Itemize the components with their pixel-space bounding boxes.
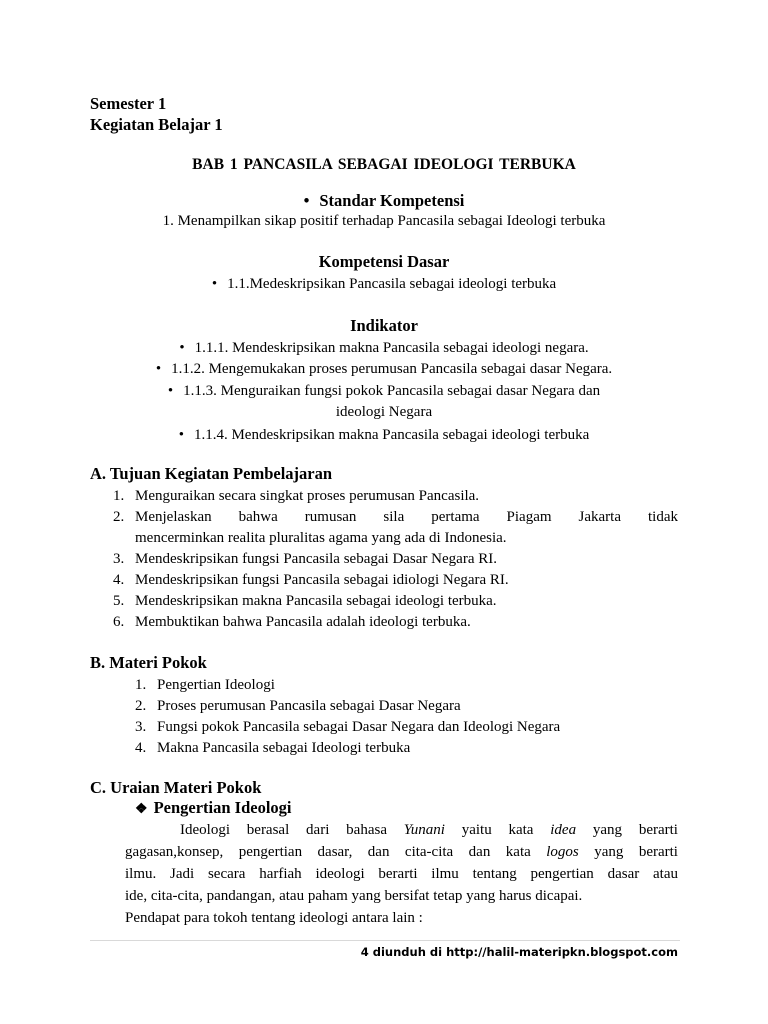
paragraph-line: Ideologi berasal dari bahasa Yunani yaitu kata idea yang berarti: [180, 822, 678, 838]
materi-heading: B. Materi Pokok: [90, 653, 207, 672]
standar-heading: [0, 191, 768, 211]
list-item: 4. Makna Pancasila sebagai Ideologi terbuka: [135, 740, 411, 756]
list-item-continuation: mencerminkan realita pluralitas agama yang ada di Indonesia.: [135, 530, 507, 546]
kompetensi-item: [0, 274, 768, 294]
list-item: 3. Fungsi pokok Pancasila sebagai Dasar Negara dan Ideologi Negara: [135, 719, 561, 735]
list-item: 1. Menguraikan secara singkat proses perumusan Pancasila.: [113, 488, 480, 504]
indikator-item: • 1.1.2. Mengemukakan proses perumusan Pancasila sebagai dasar Negara.: [0, 359, 768, 379]
paragraph-line: gagasan,konsep, pengertian dasar, dan cita-cita dan kata logos yang berarti: [125, 844, 678, 860]
semester-label: Semester 1: [90, 94, 167, 113]
list-item: 2. Proses perumusan Pancasila sebagai Dasar Negara: [135, 698, 461, 714]
kegiatan-label: Kegiatan Belajar 1: [90, 115, 223, 134]
list-item: 6. Membuktikan bahwa Pancasila adalah ideologi terbuka.: [113, 614, 471, 630]
paragraph-line: ilmu. Jadi secara harfiah ideologi berarti ilmu tentang pengertian dasar atau: [125, 866, 678, 882]
page-footer: 4 diunduh di http://halil-materipkn.blogspot.com: [360, 945, 678, 959]
indikator-item: • 1.1.3. Menguraikan fungsi pokok Pancasila sebagai dasar Negara dan: [0, 381, 768, 401]
uraian-subheading: ❖ Pengertian Ideologi: [135, 798, 292, 817]
standar-heading-text: • Standar Kompetensi: [304, 191, 465, 211]
indikator-heading: Indikator: [350, 316, 418, 335]
diamond-bullet-icon: ❖: [135, 802, 148, 817]
tujuan-heading: A. Tujuan Kegiatan Pembelajaran: [90, 464, 333, 483]
uraian-heading: C. Uraian Materi Pokok: [90, 778, 262, 797]
list-item: 4. Mendeskripsikan fungsi Pancasila sebagai idiologi Negara RI.: [113, 572, 509, 588]
chapter-title: BAB 1 PANCASILA SEBAGAI IDEOLOGI TERBUKA: [192, 156, 576, 173]
list-item: 5. Mendeskripsikan makna Pancasila sebagai ideologi terbuka.: [113, 593, 497, 609]
kompetensi-heading: Kompetensi Dasar: [318, 252, 450, 271]
paragraph-line: Pendapat para tokoh tentang ideologi antara lain :: [125, 910, 423, 926]
indikator-item-continuation: ideologi Negara: [335, 404, 433, 420]
list-item: 1. Pengertian Ideologi: [135, 677, 275, 693]
indikator-item: • 1.1.1. Mendeskripsikan makna Pancasila sebagai ideologi negara.: [0, 338, 768, 358]
kompetensi-item-text: • 1.1.Medeskripsikan Pancasila sebagai ideologi terbuka: [212, 274, 556, 294]
list-item: 2. Menjelaskan bahwa rumusan sila pertama Piagam Jakarta tidak: [113, 509, 678, 525]
paragraph-line: ide, cita-cita, pandangan, atau paham yang bersifat tetap yang harus dicapai.: [125, 888, 583, 904]
standar-item: 1. Menampilkan sikap positif terhadap Pancasila sebagai Ideologi terbuka: [162, 213, 606, 229]
indikator-item: • 1.1.4. Mendeskripsikan makna Pancasila sebagai ideologi terbuka: [0, 425, 768, 445]
footer-divider: [90, 940, 680, 941]
list-item: 3. Mendeskripsikan fungsi Pancasila sebagai Dasar Negara RI.: [113, 551, 497, 567]
